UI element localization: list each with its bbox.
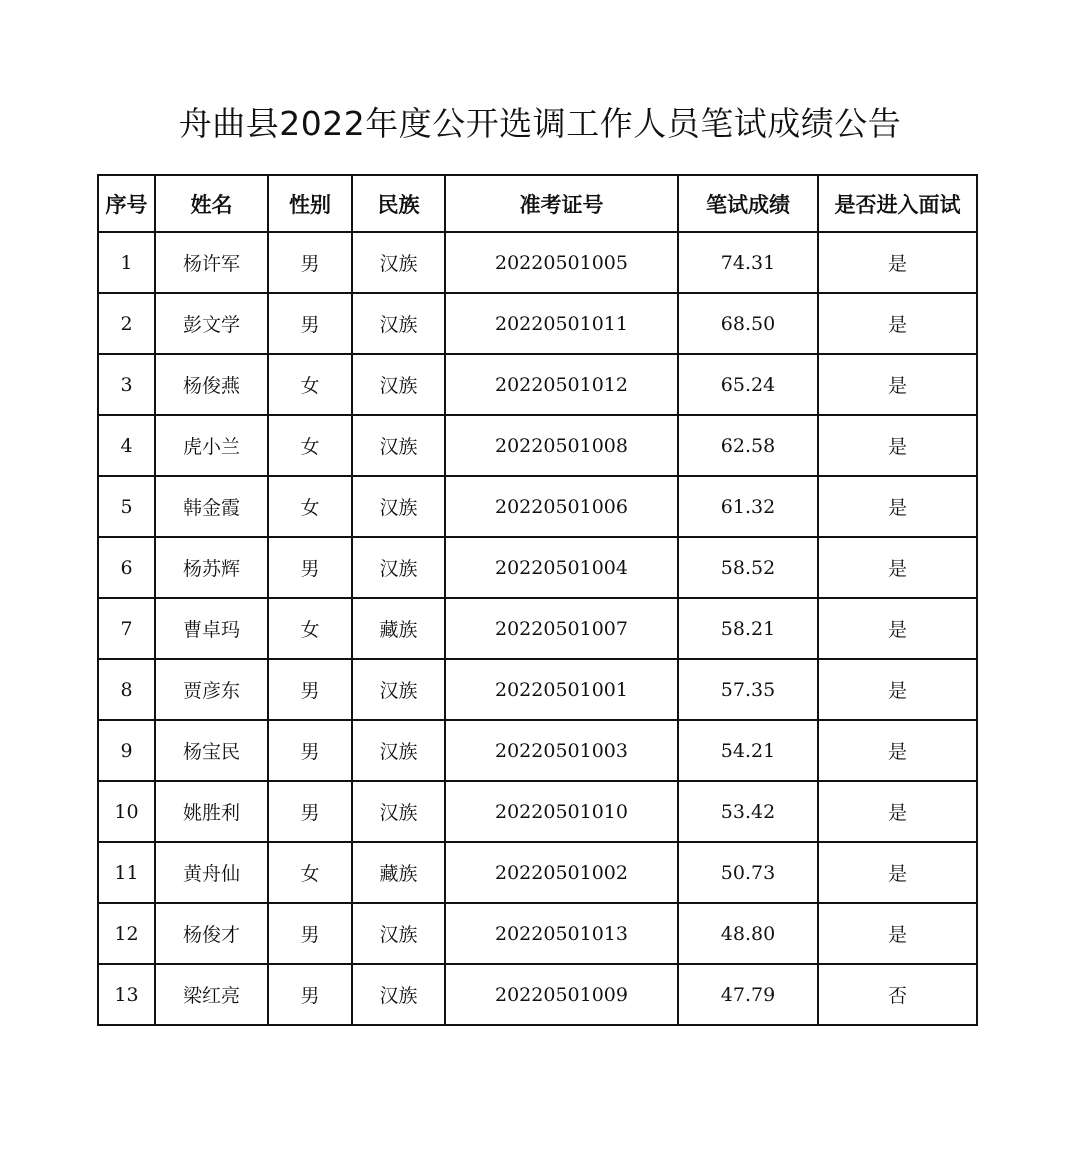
cell-score: 61.32 [678, 476, 818, 537]
cell-gender: 女 [268, 598, 352, 659]
cell-ethnicity: 汉族 [352, 659, 445, 720]
cell-score: 62.58 [678, 415, 818, 476]
cell-index: 10 [98, 781, 155, 842]
cell-exam-id: 20220501011 [445, 293, 678, 354]
header-interview: 是否进入面试 [818, 175, 977, 232]
cell-gender: 男 [268, 964, 352, 1025]
cell-name: 虎小兰 [155, 415, 268, 476]
cell-gender: 女 [268, 476, 352, 537]
header-index: 序号 [98, 175, 155, 232]
cell-ethnicity: 汉族 [352, 781, 445, 842]
cell-exam-id: 20220501013 [445, 903, 678, 964]
table-row [98, 354, 977, 415]
cell-exam-id: 20220501012 [445, 354, 678, 415]
cell-name: 杨俊才 [155, 903, 268, 964]
cell-exam-id: 20220501008 [445, 415, 678, 476]
cell-exam-id: 20220501001 [445, 659, 678, 720]
cell-score: 50.73 [678, 842, 818, 903]
cell-ethnicity: 汉族 [352, 964, 445, 1025]
cell-name: 杨苏辉 [155, 537, 268, 598]
cell-exam-id: 20220501009 [445, 964, 678, 1025]
cell-ethnicity: 藏族 [352, 598, 445, 659]
cell-ethnicity: 汉族 [352, 415, 445, 476]
cell-score: 54.21 [678, 720, 818, 781]
cell-interview: 是 [818, 659, 977, 720]
cell-index: 3 [98, 354, 155, 415]
header-ethnicity: 民族 [352, 175, 445, 232]
cell-interview: 是 [818, 598, 977, 659]
cell-score: 47.79 [678, 964, 818, 1025]
cell-interview: 是 [818, 232, 977, 293]
header-name: 姓名 [155, 175, 268, 232]
cell-interview: 是 [818, 842, 977, 903]
cell-interview: 是 [818, 537, 977, 598]
cell-exam-id: 20220501005 [445, 232, 678, 293]
cell-interview: 是 [818, 476, 977, 537]
cell-name: 彭文学 [155, 293, 268, 354]
cell-gender: 男 [268, 659, 352, 720]
cell-score: 53.42 [678, 781, 818, 842]
cell-ethnicity: 汉族 [352, 476, 445, 537]
table-row [98, 659, 977, 720]
cell-name: 贾彦东 [155, 659, 268, 720]
cell-exam-id: 20220501010 [445, 781, 678, 842]
cell-ethnicity: 汉族 [352, 720, 445, 781]
cell-interview: 是 [818, 293, 977, 354]
table-row [98, 476, 977, 537]
table-row [98, 598, 977, 659]
cell-index: 11 [98, 842, 155, 903]
cell-interview: 否 [818, 964, 977, 1025]
cell-gender: 女 [268, 415, 352, 476]
cell-exam-id: 20220501004 [445, 537, 678, 598]
cell-score: 58.21 [678, 598, 818, 659]
header-score: 笔试成绩 [678, 175, 818, 232]
cell-index: 8 [98, 659, 155, 720]
cell-gender: 女 [268, 354, 352, 415]
cell-exam-id: 20220501006 [445, 476, 678, 537]
cell-index: 9 [98, 720, 155, 781]
cell-index: 4 [98, 415, 155, 476]
table-row [98, 903, 977, 964]
cell-index: 1 [98, 232, 155, 293]
table-row [98, 964, 977, 1025]
cell-name: 杨俊燕 [155, 354, 268, 415]
cell-name: 姚胜利 [155, 781, 268, 842]
page-title: 舟曲县2022年度公开选调工作人员笔试成绩公告 [178, 104, 902, 143]
cell-ethnicity: 汉族 [352, 903, 445, 964]
cell-exam-id: 20220501007 [445, 598, 678, 659]
table-row [98, 720, 977, 781]
cell-ethnicity: 汉族 [352, 537, 445, 598]
table-row [98, 537, 977, 598]
cell-index: 13 [98, 964, 155, 1025]
cell-gender: 男 [268, 232, 352, 293]
cell-gender: 女 [268, 842, 352, 903]
cell-interview: 是 [818, 781, 977, 842]
cell-score: 68.50 [678, 293, 818, 354]
header-exam-id: 准考证号 [445, 175, 678, 232]
cell-index: 5 [98, 476, 155, 537]
cell-score: 65.24 [678, 354, 818, 415]
cell-index: 6 [98, 537, 155, 598]
cell-interview: 是 [818, 415, 977, 476]
cell-name: 梁红亮 [155, 964, 268, 1025]
cell-exam-id: 20220501003 [445, 720, 678, 781]
cell-gender: 男 [268, 903, 352, 964]
cell-index: 12 [98, 903, 155, 964]
cell-interview: 是 [818, 354, 977, 415]
cell-name: 杨宝民 [155, 720, 268, 781]
cell-score: 57.35 [678, 659, 818, 720]
table-row [98, 232, 977, 293]
cell-name: 杨许军 [155, 232, 268, 293]
cell-gender: 男 [268, 293, 352, 354]
header-gender: 性别 [268, 175, 352, 232]
cell-name: 黄舟仙 [155, 842, 268, 903]
cell-score: 58.52 [678, 537, 818, 598]
cell-ethnicity: 藏族 [352, 842, 445, 903]
cell-index: 2 [98, 293, 155, 354]
cell-gender: 男 [268, 537, 352, 598]
cell-interview: 是 [818, 720, 977, 781]
cell-score: 74.31 [678, 232, 818, 293]
cell-interview: 是 [818, 903, 977, 964]
cell-ethnicity: 汉族 [352, 293, 445, 354]
table-row [98, 415, 977, 476]
table-row [98, 781, 977, 842]
cell-gender: 男 [268, 781, 352, 842]
cell-name: 曹卓玛 [155, 598, 268, 659]
cell-score: 48.80 [678, 903, 818, 964]
cell-name: 韩金霞 [155, 476, 268, 537]
cell-exam-id: 20220501002 [445, 842, 678, 903]
cell-ethnicity: 汉族 [352, 354, 445, 415]
cell-ethnicity: 汉族 [352, 232, 445, 293]
table-header-row [98, 175, 977, 232]
score-table [97, 174, 978, 1026]
table-row [98, 842, 977, 903]
table-row [98, 293, 977, 354]
cell-gender: 男 [268, 720, 352, 781]
cell-index: 7 [98, 598, 155, 659]
